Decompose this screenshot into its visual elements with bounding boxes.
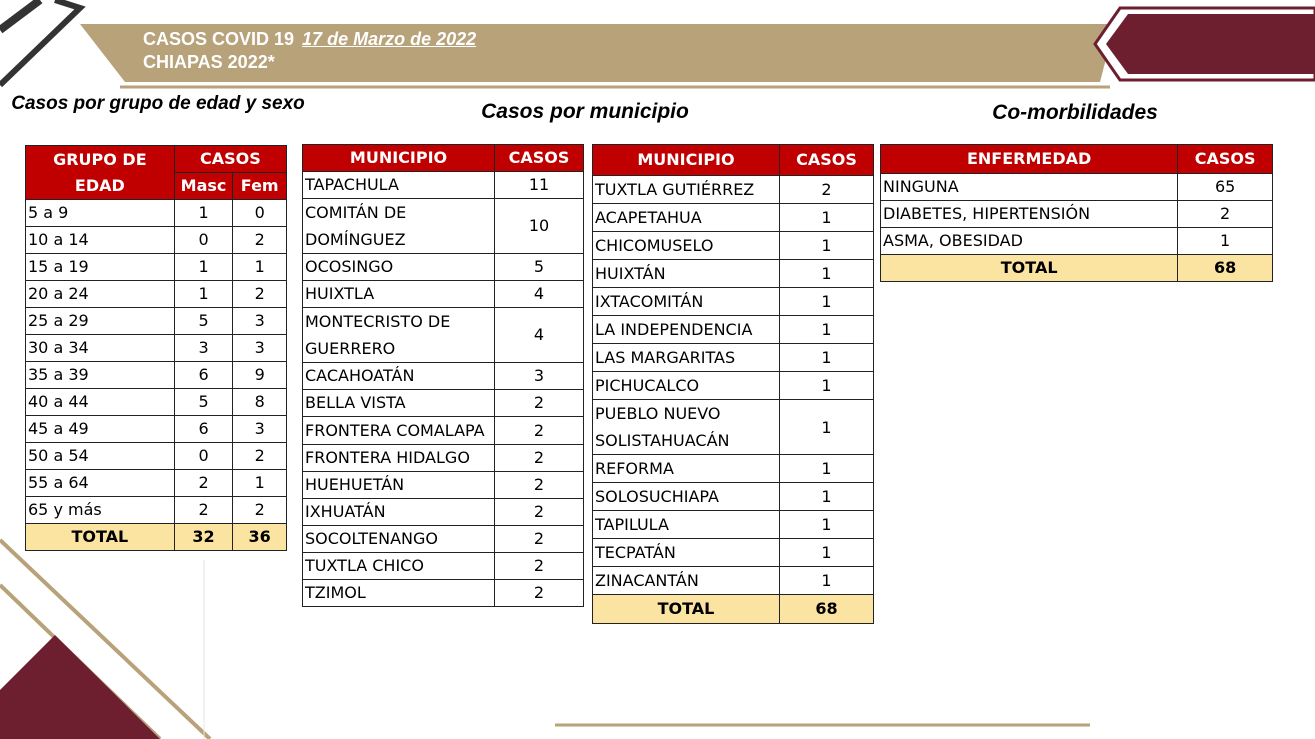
head-cases: CASOS <box>495 145 584 172</box>
row-label: PUEBLO NUEVO SOLISTAHUACÁN <box>593 400 780 455</box>
row-label: HUIXTLA <box>303 281 495 308</box>
row-label: HUIXTÁN <box>593 260 780 288</box>
table-row <box>26 254 287 281</box>
municipio-table-1 <box>302 144 584 607</box>
row-label: SOLOSUCHIAPA <box>593 483 780 511</box>
comorbidity-total-row <box>881 255 1273 282</box>
row-label: FRONTERA COMALAPA <box>303 417 495 445</box>
row-value: 2 <box>495 499 584 526</box>
age-total-row <box>26 524 287 551</box>
row-value: 65 <box>1178 174 1273 201</box>
row-label: COMITÁN DE DOMÍNGUEZ <box>303 199 495 254</box>
table-row <box>26 308 287 335</box>
row-label: 65 y más <box>26 497 175 524</box>
row-value: 2 <box>1178 201 1273 228</box>
table-row <box>26 470 287 497</box>
row-value: 3 <box>233 416 287 443</box>
table-row <box>26 443 287 470</box>
row-label: 25 a 29 <box>26 308 175 335</box>
row-label: 35 a 39 <box>26 362 175 389</box>
row-value: 2 <box>495 417 584 445</box>
table-row <box>593 204 874 232</box>
row-value: 1 <box>233 470 287 497</box>
row-label: TUXTLA GUTIÉRREZ <box>593 176 780 204</box>
row-value: 3 <box>233 335 287 362</box>
table-row <box>593 483 874 511</box>
section-title-age: Casos por grupo de edad y sexo <box>11 93 305 114</box>
row-value: 11 <box>495 172 584 199</box>
row-value: 3 <box>495 363 584 390</box>
table-row <box>303 472 584 499</box>
table-row <box>26 227 287 254</box>
row-label: TUXTLA CHICO <box>303 553 495 580</box>
row-value: 1 <box>779 511 873 539</box>
row-label: 40 a 44 <box>26 389 175 416</box>
table-row <box>593 511 874 539</box>
table-row <box>26 335 287 362</box>
table-row <box>593 260 874 288</box>
row-value: 1 <box>779 455 873 483</box>
row-label: 30 a 34 <box>26 335 175 362</box>
table-row <box>593 372 874 400</box>
row-value: 2 <box>174 497 233 524</box>
row-value: 1 <box>779 204 873 232</box>
row-value: 2 <box>233 443 287 470</box>
row-value: 2 <box>233 281 287 308</box>
table-row <box>303 580 584 607</box>
row-label: 10 a 14 <box>26 227 175 254</box>
head-group: GRUPO DE EDAD <box>26 146 175 200</box>
row-label: SOCOLTENANGO <box>303 526 495 553</box>
row-label: TECPATÁN <box>593 539 780 567</box>
municipio-total-row <box>593 595 874 624</box>
table-row <box>303 445 584 472</box>
table-row <box>593 288 874 316</box>
row-label: CHICOMUSELO <box>593 232 780 260</box>
table-row <box>26 497 287 524</box>
table-row <box>303 172 584 199</box>
row-label: ASMA, OBESIDAD <box>881 228 1178 255</box>
row-label: FRONTERA HIDALGO <box>303 445 495 472</box>
row-value: 1 <box>1178 228 1273 255</box>
top-right-block <box>1106 14 1315 74</box>
row-label: 55 a 64 <box>26 470 175 497</box>
head-masc: Masc <box>174 173 233 200</box>
row-value: 8 <box>233 389 287 416</box>
row-value: 2 <box>495 553 584 580</box>
row-label: 15 a 19 <box>26 254 175 281</box>
row-value: 1 <box>779 344 873 372</box>
row-label: PICHUCALCO <box>593 372 780 400</box>
row-value: 2 <box>233 497 287 524</box>
table-row <box>303 553 584 580</box>
row-label: 5 a 9 <box>26 200 175 227</box>
table-row <box>593 344 874 372</box>
total-label: TOTAL <box>593 595 780 624</box>
table-row <box>26 281 287 308</box>
head-cases: CASOS <box>1178 145 1273 174</box>
row-value: 1 <box>174 254 233 281</box>
row-value: 1 <box>174 200 233 227</box>
row-value: 5 <box>174 308 233 335</box>
row-value: 1 <box>174 281 233 308</box>
row-label: TAPILULA <box>593 511 780 539</box>
head-cases: CASOS <box>174 146 286 173</box>
top-left-line <box>0 0 40 30</box>
row-value: 1 <box>779 232 873 260</box>
table-row <box>881 174 1273 201</box>
table-row <box>26 416 287 443</box>
table-row <box>593 232 874 260</box>
row-value: 4 <box>495 281 584 308</box>
row-value: 6 <box>174 416 233 443</box>
row-value: 1 <box>779 316 873 344</box>
row-value: 10 <box>495 199 584 254</box>
top-left-chevron <box>0 0 80 85</box>
row-label: TZIMOL <box>303 580 495 607</box>
table-row <box>26 200 287 227</box>
table-row <box>303 417 584 445</box>
row-value: 2 <box>233 227 287 254</box>
row-value: 1 <box>233 254 287 281</box>
row-value: 1 <box>779 260 873 288</box>
table-row <box>303 526 584 553</box>
row-value: 9 <box>233 362 287 389</box>
row-value: 3 <box>174 335 233 362</box>
row-label: IXTACOMITÁN <box>593 288 780 316</box>
row-value: 2 <box>495 472 584 499</box>
table-row <box>593 539 874 567</box>
table-row <box>303 363 584 390</box>
row-value: 2 <box>174 470 233 497</box>
title-date: 17 de Marzo de 2022 <box>302 29 477 49</box>
row-label: NINGUNA <box>881 174 1178 201</box>
table-row <box>881 228 1273 255</box>
row-label: CACAHOATÁN <box>303 363 495 390</box>
table-row <box>303 254 584 281</box>
total-value: 68 <box>779 595 873 624</box>
total-masc: 32 <box>174 524 233 551</box>
row-value: 1 <box>779 288 873 316</box>
row-value: 1 <box>779 372 873 400</box>
row-label: ACAPETAHUA <box>593 204 780 232</box>
row-value: 4 <box>495 308 584 363</box>
head-enfermedad: ENFERMEDAD <box>881 145 1178 174</box>
table-row <box>303 499 584 526</box>
table-row <box>593 400 874 455</box>
bottom-left-triangle <box>0 635 160 739</box>
table-row <box>593 455 874 483</box>
row-label: HUEHUETÁN <box>303 472 495 499</box>
row-value: 2 <box>495 390 584 417</box>
row-label: OCOSINGO <box>303 254 495 281</box>
municipio-table-2 <box>592 144 874 624</box>
row-value: 0 <box>174 227 233 254</box>
table-row <box>26 389 287 416</box>
table-row <box>593 567 874 595</box>
table-row <box>303 390 584 417</box>
row-label: ZINACANTÁN <box>593 567 780 595</box>
comorbidity-table <box>880 144 1273 282</box>
row-label: DIABETES, HIPERTENSIÓN <box>881 201 1178 228</box>
age-sex-table <box>25 145 287 551</box>
head-municipio: MUNICIPIO <box>593 145 780 176</box>
row-value: 6 <box>174 362 233 389</box>
row-value: 3 <box>233 308 287 335</box>
row-label: LA INDEPENDENCIA <box>593 316 780 344</box>
row-label: LAS MARGARITAS <box>593 344 780 372</box>
row-value: 2 <box>495 445 584 472</box>
row-label: REFORMA <box>593 455 780 483</box>
table-row <box>303 281 584 308</box>
title-line-2: CHIAPAS 2022* <box>143 52 275 72</box>
table-row <box>303 308 584 363</box>
row-label: 45 a 49 <box>26 416 175 443</box>
head-fem: Fem <box>233 173 287 200</box>
row-value: 1 <box>779 539 873 567</box>
table-row <box>303 199 584 254</box>
total-value: 68 <box>1178 255 1273 282</box>
row-value: 1 <box>779 567 873 595</box>
section-title-comorbilidades: Co-morbilidades <box>992 101 1158 124</box>
row-value: 5 <box>495 254 584 281</box>
row-label: MONTECRISTO DE GUERRERO <box>303 308 495 363</box>
row-value: 2 <box>495 526 584 553</box>
row-value: 1 <box>779 400 873 455</box>
row-value: 1 <box>779 483 873 511</box>
total-label: TOTAL <box>881 255 1178 282</box>
table-row <box>593 316 874 344</box>
total-label: TOTAL <box>26 524 175 551</box>
row-value: 2 <box>495 580 584 607</box>
section-title-municipio: Casos por municipio <box>481 100 689 123</box>
row-label: IXHUATÁN <box>303 499 495 526</box>
head-municipio: MUNICIPIO <box>303 145 495 172</box>
row-label: 50 a 54 <box>26 443 175 470</box>
row-label: TAPACHULA <box>303 172 495 199</box>
row-value: 2 <box>779 176 873 204</box>
row-label: BELLA VISTA <box>303 390 495 417</box>
title-line-1: CASOS COVID 19 <box>143 29 295 49</box>
total-fem: 36 <box>233 524 287 551</box>
table-row <box>593 176 874 204</box>
head-cases: CASOS <box>779 145 873 176</box>
header-title <box>143 28 476 74</box>
table-row <box>26 362 287 389</box>
row-value: 0 <box>233 200 287 227</box>
row-value: 0 <box>174 443 233 470</box>
row-label: 20 a 24 <box>26 281 175 308</box>
row-value: 5 <box>174 389 233 416</box>
table-row <box>881 201 1273 228</box>
